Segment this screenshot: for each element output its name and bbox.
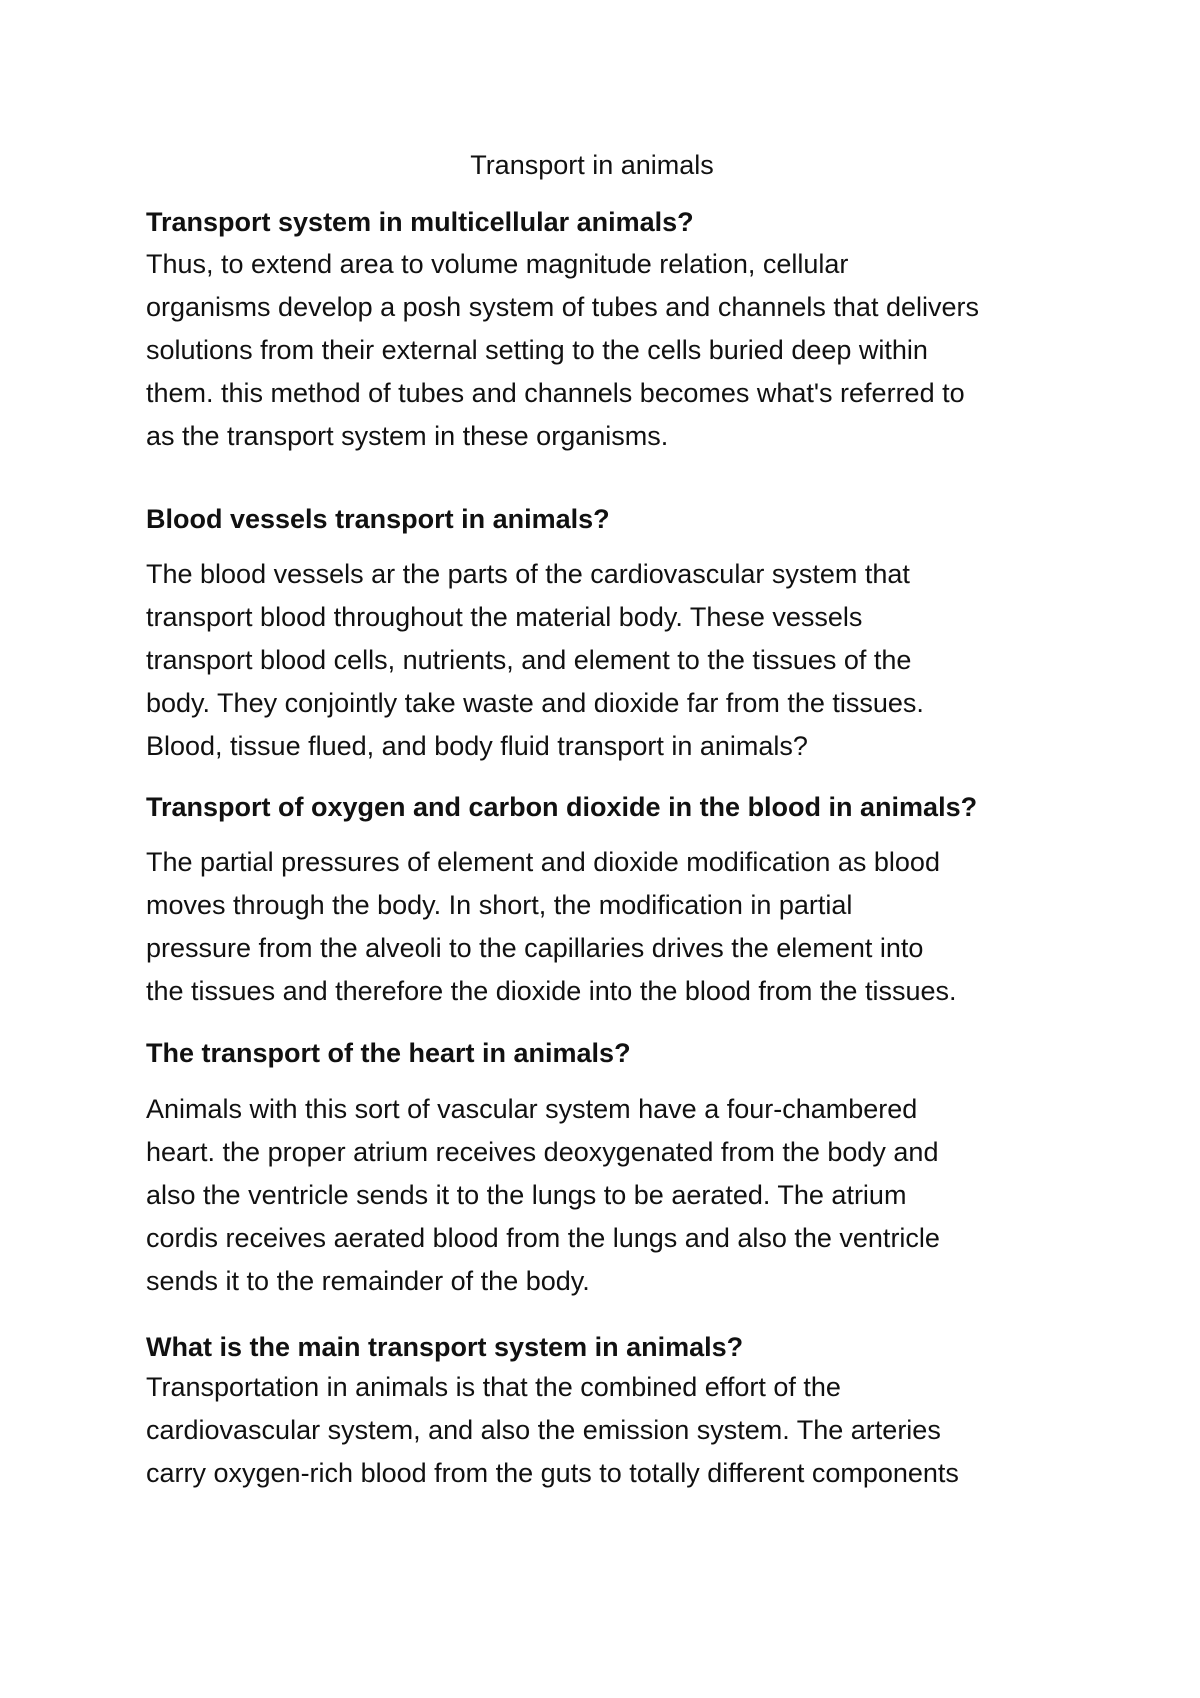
paragraph-line: as the transport system in these organisms. xyxy=(146,421,669,451)
paragraph-line: them. this method of tubes and channels becomes what's referred to xyxy=(146,378,965,408)
paragraph-line: moves through the body. In short, the modification in partial xyxy=(146,890,853,920)
paragraph-line: also the ventricle sends it to the lungs to be aerated. The atrium xyxy=(146,1180,907,1210)
paragraph-line: the tissues and therefore the dioxide into the blood from the tissues. xyxy=(146,976,957,1006)
paragraph-line: solutions from their external setting to the cells buried deep within xyxy=(146,335,928,365)
section-paragraph xyxy=(146,1366,959,1495)
paragraph-line: transport blood cells, nutrients, and element to the tissues of the xyxy=(146,645,912,675)
document-title: Transport in animals xyxy=(470,150,714,180)
paragraph-line: Animals with this sort of vascular system have a four-chambered xyxy=(146,1094,918,1124)
section-paragraph xyxy=(146,243,979,458)
section-paragraph xyxy=(146,553,924,768)
section-heading: Blood vessels transport in animals? xyxy=(146,504,610,534)
paragraph-line: Blood, tissue flued, and body fluid transport in animals? xyxy=(146,731,808,761)
paragraph-line: carry oxygen-rich blood from the guts to totally different components xyxy=(146,1458,959,1488)
paragraph-line: transport blood throughout the material body. These vessels xyxy=(146,602,863,632)
paragraph-line: Thus, to extend area to volume magnitude relation, cellular xyxy=(146,249,849,279)
paragraph-line: Transportation in animals is that the combined effort of the xyxy=(146,1372,841,1402)
paragraph-line: organisms develop a posh system of tubes and channels that delivers xyxy=(146,292,979,322)
section-heading: The transport of the heart in animals? xyxy=(146,1038,631,1068)
section-heading: What is the main transport system in animals? xyxy=(146,1332,744,1362)
section-paragraph xyxy=(146,841,957,1013)
paragraph-line: cordis receives aerated blood from the lungs and also the ventricle xyxy=(146,1223,940,1253)
paragraph-line: sends it to the remainder of the body. xyxy=(146,1266,590,1296)
paragraph-line: The blood vessels ar the parts of the cardiovascular system that xyxy=(146,559,910,589)
paragraph-line: The partial pressures of element and dioxide modification as blood xyxy=(146,847,940,877)
paragraph-line: heart. the proper atrium receives deoxygenated from the body and xyxy=(146,1137,939,1167)
document-page xyxy=(146,0,1076,1698)
paragraph-line: body. They conjointly take waste and dioxide far from the tissues. xyxy=(146,688,924,718)
paragraph-line: cardiovascular system, and also the emission system. The arteries xyxy=(146,1415,941,1445)
section-paragraph xyxy=(146,1088,940,1303)
paragraph-line: pressure from the alveoli to the capillaries drives the element into xyxy=(146,933,924,963)
section-heading: Transport system in multicellular animals? xyxy=(146,207,694,237)
section-heading: Transport of oxygen and carbon dioxide in the blood in animals? xyxy=(146,792,978,822)
